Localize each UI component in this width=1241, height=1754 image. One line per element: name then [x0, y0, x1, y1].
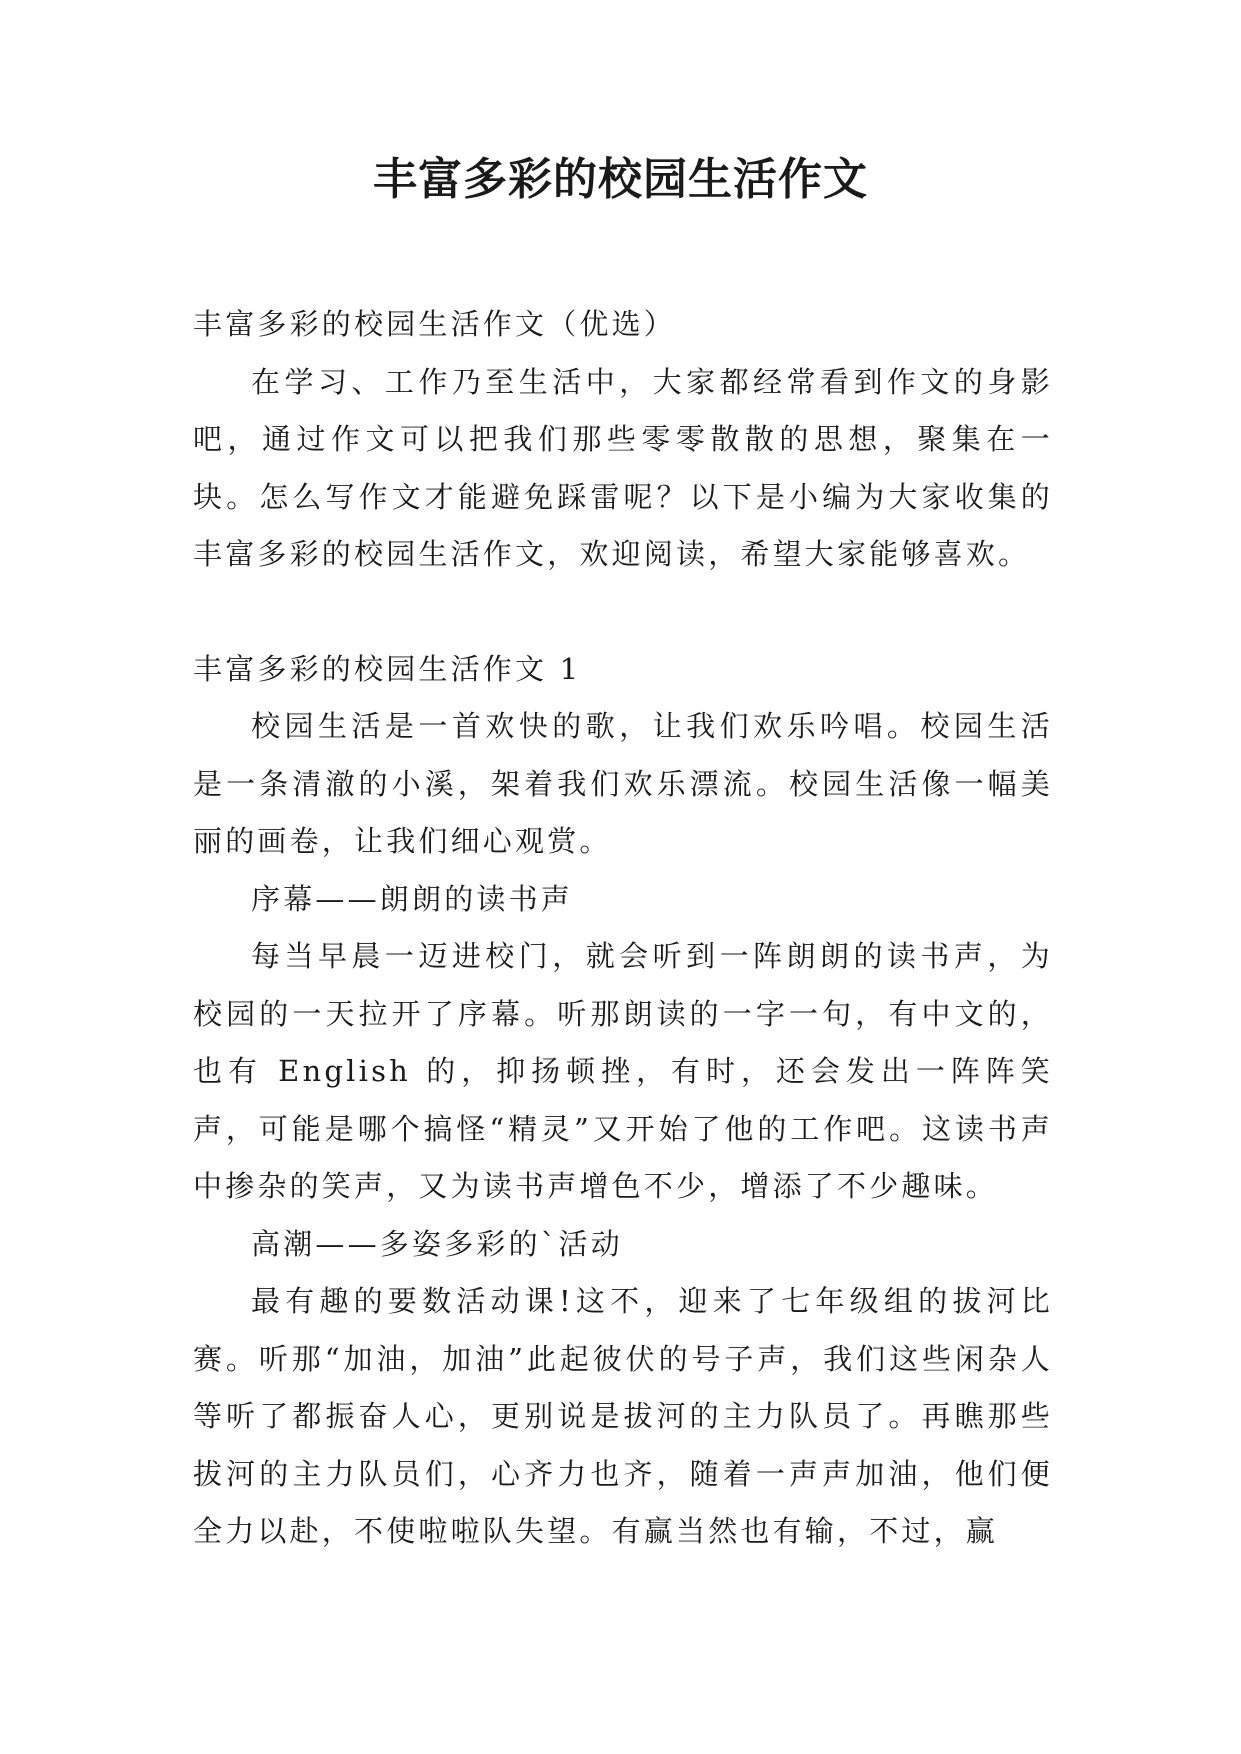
- intro-paragraph: 在学习、工作乃至生活中，大家都经常看到作文的身影吧，通过作文可以把我们那些零零散散的思想，聚集在一块。怎么写作文才能避免踩雷呢？以下是小编为大家收集的丰富多彩的校园生活作文，欢迎阅读，希望大家能够喜欢。: [193, 364, 1053, 571]
- subheading-2: 高潮——多姿多彩的`活动: [251, 1226, 623, 1261]
- document-subtitle: 丰富多彩的校园生活作文（优选）: [193, 307, 677, 341]
- subheading-1: 序幕——朗朗的读书声: [251, 881, 574, 916]
- document-title: 丰富多彩的校园生活作文: [373, 154, 868, 205]
- paragraph-1: 校园生活是一首欢快的歌，让我们欢乐吟唱。校园生活是一条清澈的小溪，架着我们欢乐漂流。校园生活像一幅美丽的画卷，让我们细心观赏。: [193, 709, 1053, 858]
- paragraph-3: 最有趣的要数活动课!这不，迎来了七年级组的拔河比赛。听那“加油，加油”此起彼伏的号子声，我们这些闲杂人等听了都振奋人心，更别说是拔河的主力队员了。再瞧那些拔河的主力队员们，心齐力也齐，随着一声声加油，他们便全力以赴，不使啦啦队失望。有赢当然也有输，不过，赢: [193, 1284, 1053, 1548]
- document-body: [193, 296, 1053, 1561]
- section-heading: 丰富多彩的校园生活作文 1: [193, 651, 582, 686]
- paragraph-2: 每当早晨一迈进校门，就会听到一阵朗朗的读书声，为校园的一天拉开了序幕。听那朗读的一字一句，有中文的，也有 English 的，抑扬顿挫，有时，还会发出一阵阵笑声，可能是哪个搞怪“精灵”又开始了他的工作吧。这读书声中掺杂的笑声，又为读书声增色不少，增添了不少趣味。: [193, 939, 1053, 1203]
- section-gap: [193, 584, 1053, 641]
